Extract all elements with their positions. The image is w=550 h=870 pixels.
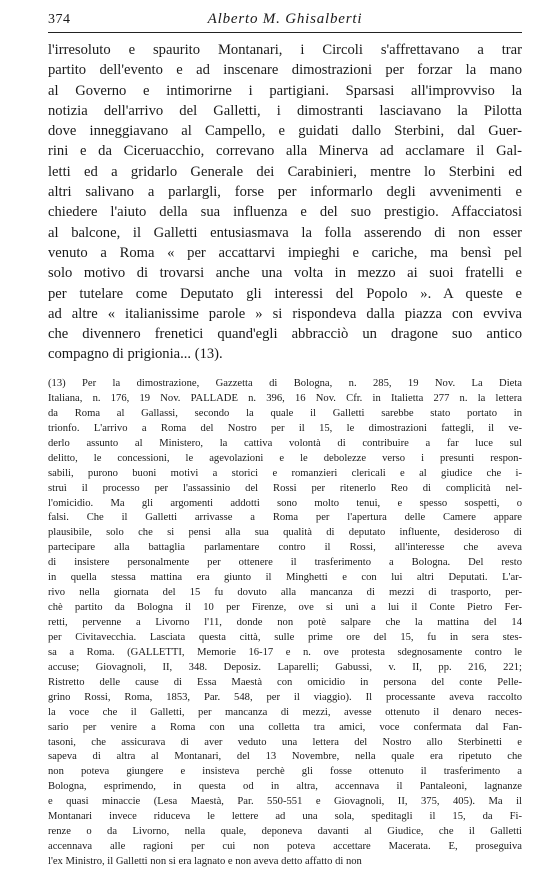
footnote-line: per Civitavecchia. Lasciata questa città, sulle prime ore del 15, fu in sera stes- bbox=[48, 631, 522, 643]
body-line: venuto a Roma « per accattarvi impieghi e cariche, ma bensì pel bbox=[48, 244, 522, 261]
body-line: letti ed a gridarlo Generale dei Carabinieri, mentre lo Sterbini ed bbox=[48, 163, 522, 180]
footnote-line: Bologna, esprimendo, in questa od in altra, accennava il Pantaleoni, lagnanze bbox=[48, 781, 522, 793]
footnote-line: renze o da Livorno, nella quale, deponeva davanti al Giudice, che il Galletti bbox=[48, 826, 522, 838]
footnote-line: struì il processo per l'assassinio del Rossi per ritenerlo Reo di complicità nel- bbox=[48, 482, 522, 494]
footnote-line: tasoni, che assicurava di aver veduto una lettera del Nostro allo Sterbinetti e bbox=[48, 736, 522, 748]
footnote-line: la voce che il Galletti, per mancanza di mezzi, avesse ottenuto il denaro neces- bbox=[48, 706, 522, 718]
footnote-line: sapeva di altra al Montanari, del 13 Novembre, nella quale era ripetuto che bbox=[48, 751, 522, 763]
footnote-line: e quasi minaccie (Lesa Maestà, Par. 550-551 e Giovagnoli, II, 375, 405). Ma il bbox=[48, 796, 522, 808]
body-line: al balcone, il Galletti entusiasmava la folla asserendo di non esser bbox=[48, 224, 522, 241]
footnote-line: derlo assunto al Ministero, la cattiva volontà di contribuire a far luce sul bbox=[48, 437, 522, 449]
body-line: altri salivano a parlargli, forse per informarlo degli avvenimenti e bbox=[48, 184, 522, 201]
footnote-line: accuse; Giovagnoli, II, 348. Deposiz. Laparelli; Gabussi, v. II, pp. 216, 221; bbox=[48, 661, 522, 673]
footnote-line: Italiana, n. 176, 19 Nov. PALLADE n. 396, 16 Nov. Cfr. in Italietta 277 n. la lettera bbox=[48, 392, 522, 404]
footnote-line: Montanari invece riduceva le lettere ad una sola, speditagli il 15, da Fi- bbox=[48, 811, 522, 823]
footnote-line: grino Rossi, Roma, 1853, Par. 548, per il viaggio). Il processante aveva raccolto bbox=[48, 691, 522, 703]
footnote-line: di insistere personalmente per ottenere il trasferimento a Bologna. Del resto bbox=[48, 557, 522, 569]
footnote-line: retti, pervenne a Livorno l'11, donde non potè salpare che la mattina del 14 bbox=[48, 617, 522, 628]
page-header bbox=[48, 10, 522, 33]
footnote-line: l'ex Ministro, il Galletti non si era lagnato e non aveva detto affatto di non bbox=[48, 856, 362, 867]
footnote-line: delitto, le concessioni, le agevolazioni e le debolezze verso i presunti respon- bbox=[48, 452, 522, 464]
body-line: dove inneggiavano al Campello, e guidati dallo Sterbini, dal Guer- bbox=[48, 123, 522, 140]
footnote-line: non poteva giungere e insisteva perchè gli fosse ottenuto il trasferimento a bbox=[48, 766, 522, 778]
footnote-line: rivo nella giornata del 15 fu dovuto alla mancanza di mezzi di trasporto, per- bbox=[48, 587, 522, 599]
footnote-line: accennava alle ragioni per cui non poteva accettare Macerata. E, proseguiva bbox=[48, 841, 522, 853]
body-line: rini e da Ciceruacchio, correvano alla Minerva ad acclamare il Gal- bbox=[48, 143, 522, 160]
page-number: 374 bbox=[48, 12, 71, 27]
footnote-line: trionfo. L'arrivo a Roma del Nostro per il 15, le dimostrazioni fattegli, il ve- bbox=[48, 422, 522, 434]
footnote-line: partecipare alla battaglia parlamentare contro il Rossi, all'interesse che aveva bbox=[48, 542, 522, 554]
footnote-line: sario per venire a Roma con una colletta tra amici, voce confermata dal Fan- bbox=[48, 721, 522, 733]
footnote-line: falsi. Che il Galletti arrivasse a Roma per l'apertura delle Camere appare bbox=[48, 512, 522, 524]
body-line: compagno di prigionia... (13). bbox=[48, 346, 223, 363]
body-text bbox=[48, 40, 522, 365]
body-line: che divennero frenetici quand'egli abbracciò un dragone suo antico bbox=[48, 326, 522, 343]
body-line: notizia dell'arrivo del Galletti, i dimostranti lasciavano la Pilotta bbox=[48, 102, 522, 119]
footnote-line: da Roma al Gallassi, secondo la quale il Galletti sarebbe stato portato in bbox=[48, 407, 522, 419]
footnote-line: (13) Per la dimostrazione, Gazzetta di Bologna, n. 285, 19 Nov. La Dieta bbox=[48, 378, 522, 389]
body-line: al Governo e intimorirne i partigiani. Sparsasi all'improvviso la bbox=[48, 82, 522, 99]
body-line: l'irresoluto e spaurito Montanari, i Circoli s'affrettavano a trar bbox=[48, 42, 522, 58]
body-line: solo motivo di trovarsi anche una volta in mezzo ai suoi fratelli e bbox=[48, 265, 522, 282]
footnotes bbox=[48, 377, 522, 870]
footnote-line: plausibile, solo che si pensi alla sua qualità di deputato influente, desideroso di bbox=[48, 527, 522, 539]
footnote-line: chè partito da Bologna il 10 per Firenze, ove si unì a lui il Conte Pietro Fer- bbox=[48, 602, 522, 614]
body-line: per tutelare come Deputato gli interessi del Popolo ». A queste e bbox=[48, 285, 522, 302]
body-line: chiedere l'aiuto della sua influenza e del suo prestigio. Affacciatosi bbox=[48, 204, 522, 221]
footnote-line: sa a Roma. (GALLETTI, Memorie 16-17 e n. ove protesta sdegnosamente contro le bbox=[48, 646, 522, 658]
footnote-line: in quella stessa mattina era giunto il Minghetti e con lui altri Deputati. L'ar- bbox=[48, 572, 522, 584]
body-line: ad altre « italianissime parole » si rispondeva dalla piazza con evviva bbox=[48, 305, 522, 322]
footnote-line: l'omicidio. Ma gli argomenti addotti sono molto tenui, e spesso sospetti, o bbox=[48, 497, 522, 509]
footnote-line: Ristretto delle cause di Essa Maestà con omicidio in persona del conte Pelle- bbox=[48, 676, 522, 688]
running-head: Alberto M. Ghisalberti bbox=[207, 11, 363, 27]
body-line: partito dell'evento e ad inscenare dimostrazioni per forzar la mano bbox=[48, 62, 522, 79]
footnote-line: sabili, purono buoni motivi a storici e romanzieri clericali e al giudice che i- bbox=[48, 467, 522, 479]
